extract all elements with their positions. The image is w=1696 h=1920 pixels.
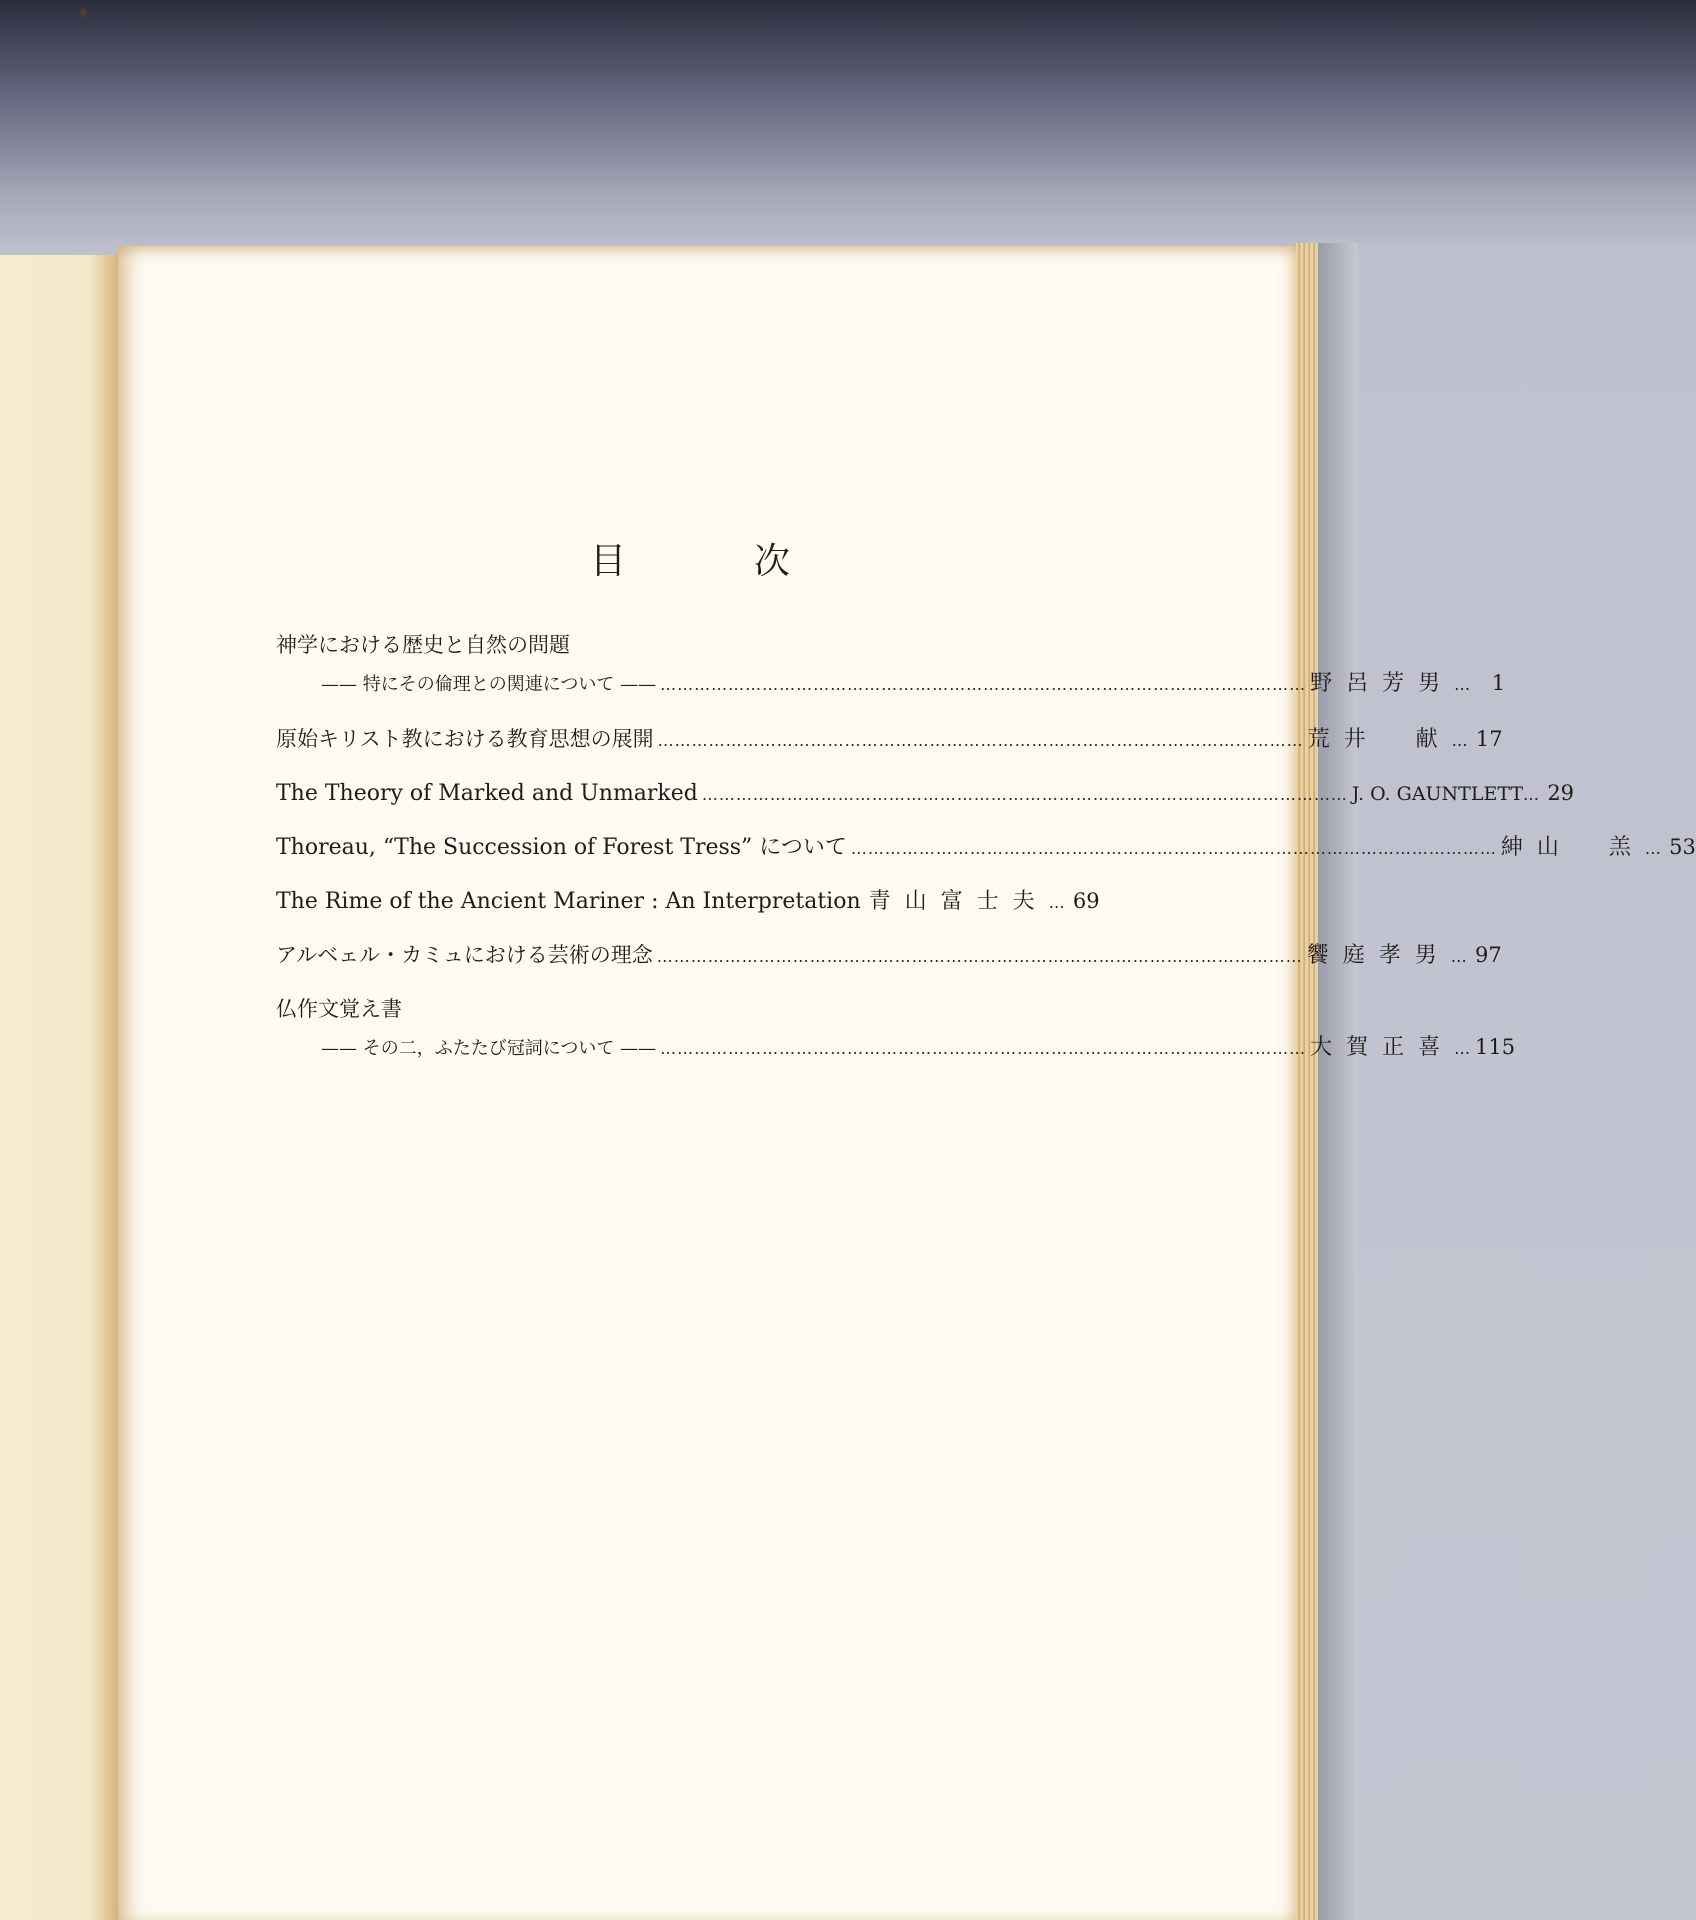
page-edge-stack	[1296, 243, 1318, 1920]
toc-entry-heading	[276, 994, 1096, 1032]
entry-page-number: 1	[1491, 671, 1506, 695]
entry-author: 紳山 羔	[1500, 835, 1645, 860]
entry-title: The Rime of the Ancient Mariner : An Interpretation	[276, 889, 861, 914]
dust-speck	[80, 8, 87, 17]
toc-title	[590, 528, 790, 588]
entry-subtitle: —— 特にその倫理との関連について ——	[321, 674, 657, 695]
table-of-contents	[276, 630, 1696, 1088]
toc-entry-row[interactable]	[276, 886, 1100, 940]
toc-entry-row[interactable]	[276, 832, 1696, 886]
dot-leader-short: …	[1644, 839, 1662, 858]
toc-title-char-1: 目	[590, 540, 627, 582]
toc-entry-row[interactable]	[276, 778, 1575, 832]
dot-leader: ……………………………………………………………………………………………………	[656, 947, 1303, 966]
entry-author: 青山富士夫	[868, 889, 1049, 914]
entry-title: 原始キリスト教における教育思想の展開	[276, 727, 654, 751]
entry-author: 饗庭孝男	[1306, 943, 1451, 968]
toc-entry-row[interactable]	[276, 1032, 1516, 1088]
entry-subtitle: —— その二，ふたたび冠詞について ——	[321, 1038, 657, 1059]
dot-leader: ……………………………………………………………………………………………………	[850, 839, 1497, 858]
dot-leader-short: …	[1048, 893, 1066, 912]
dot-leader-short: …	[1454, 1039, 1472, 1058]
dot-leader: ……………………………………………………………………………………………………	[660, 1039, 1307, 1058]
dot-leader-short: …	[1454, 675, 1472, 694]
entry-page-number: 69	[1072, 889, 1100, 913]
entry-author: 大賀正喜	[1310, 1035, 1455, 1060]
dot-leader: ……………………………………………………………………………………………………	[657, 731, 1304, 750]
entry-title: The Theory of Marked and Unmarked	[276, 781, 698, 806]
dot-leader-short: …	[1451, 731, 1469, 750]
scanner-shadow	[1318, 243, 1358, 1920]
toc-entry-heading	[276, 630, 1096, 668]
toc-entry-row[interactable]	[276, 668, 1506, 724]
entry-page-number: 29	[1547, 781, 1575, 805]
entry-author: J. O. GAUNTLETT	[1351, 783, 1524, 805]
dot-leader: ……………………………………………………………………………………………………	[701, 785, 1348, 804]
entry-page-number: 53	[1669, 835, 1696, 859]
entry-page-number: 17	[1475, 727, 1503, 751]
dot-leader-short: …	[1523, 785, 1541, 804]
dot-leader: ……………………………………………………………………………………………………	[660, 675, 1307, 694]
toc-entry-row[interactable]	[276, 940, 1502, 994]
entry-page-number: 115	[1475, 1035, 1516, 1059]
entry-title: Thoreau, “The Succession of Forest Tress” について	[276, 835, 847, 860]
entry-title: アルベェル・カミュにおける芸術の理念	[276, 943, 653, 967]
entry-author: 野呂芳男	[1310, 671, 1455, 696]
entry-heading-text: 神学における歴史と自然の問題	[276, 633, 570, 657]
dot-leader-short: …	[1450, 947, 1468, 966]
entry-page-number: 97	[1475, 943, 1502, 967]
toc-title-char-2: 次	[753, 540, 790, 582]
entry-heading-text: 仏作文覚え書	[276, 997, 402, 1021]
entry-author: 荒井 献	[1307, 727, 1452, 752]
left-facing-page	[0, 255, 125, 1920]
toc-entry-row[interactable]	[276, 724, 1503, 778]
